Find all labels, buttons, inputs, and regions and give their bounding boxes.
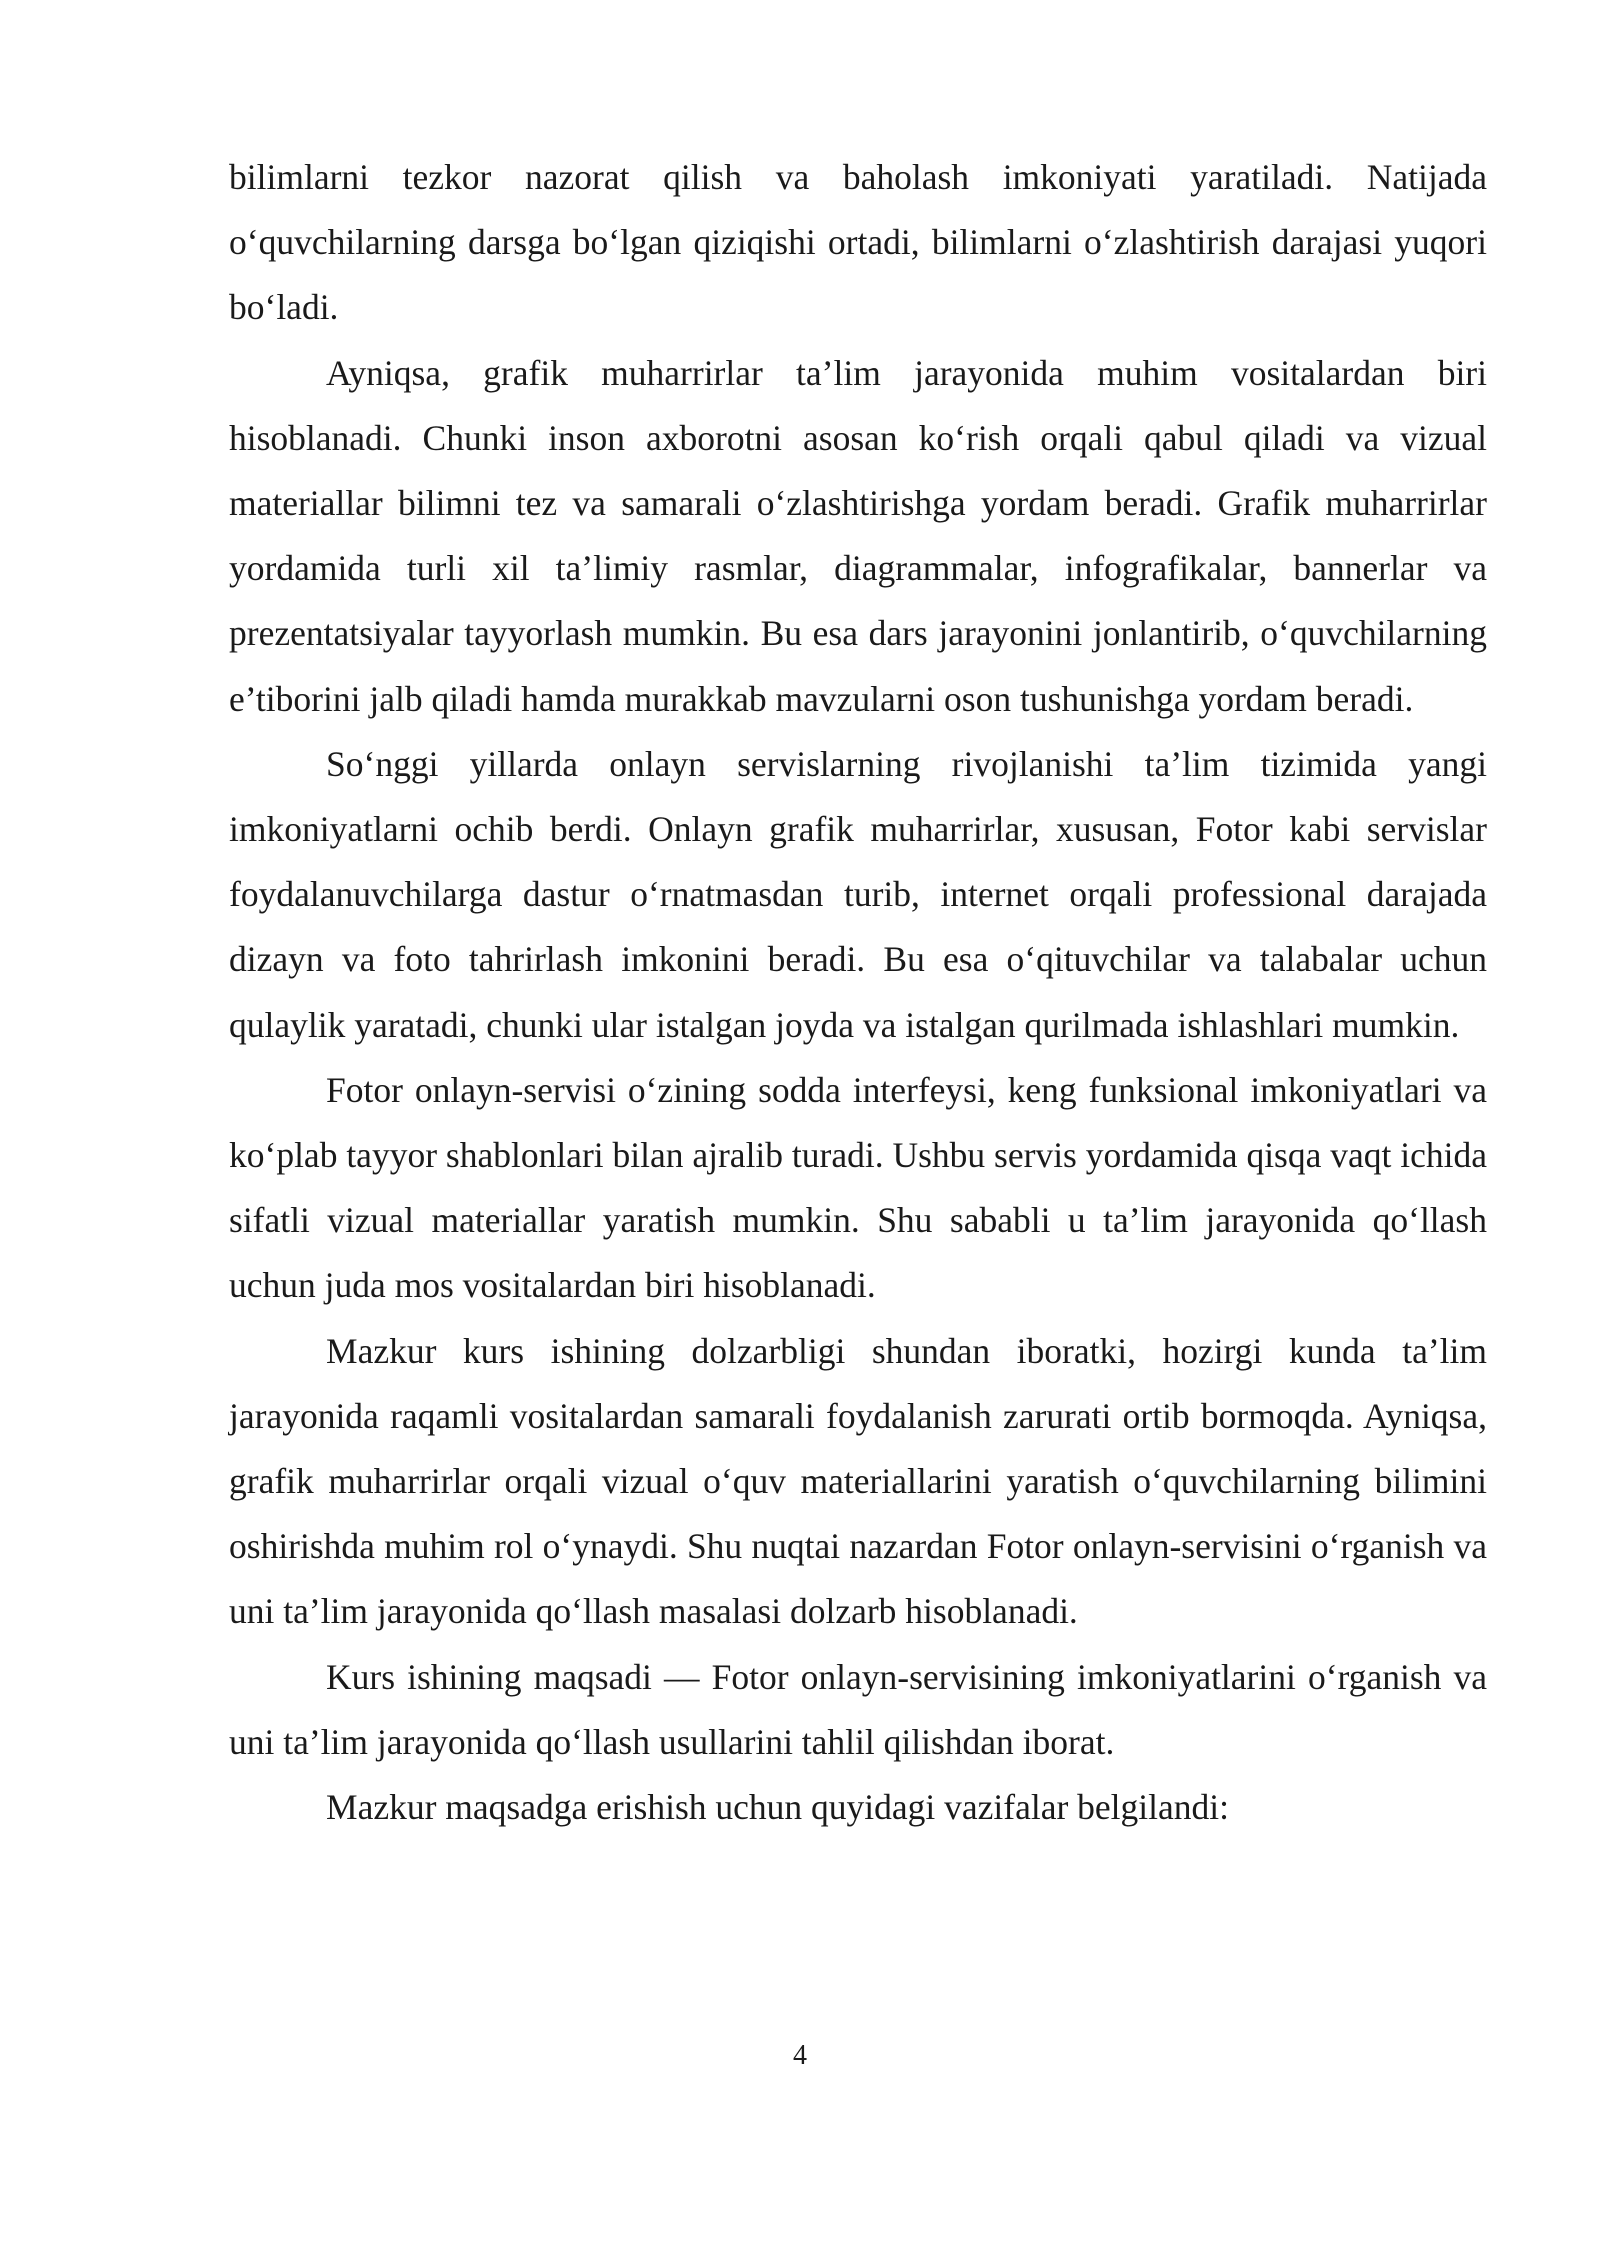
paragraph-6: Kurs ishining maqsadi — Fotor onlayn-servisining imkoniyatlarini o‘rganish va uni ta’lim jarayonida qo‘llash usullarini tahlil qilishdan iborat. xyxy=(229,1656,1487,1762)
paragraph-3: So‘nggi yillarda onlayn servislarning rivojlanishi ta’lim tizimida yangi imkoniyatlarni ochib berdi. Onlayn grafik muharrirlar, xususan, Fotor kabi servislar foydalanuvchilarga dastur o‘rnatmasdan turib, internet orqali professional darajada dizayn va foto tahrirlash imkonini beradi. Bu esa o‘qituvchilar va talabalar uchun qulaylik yaratadi, chunki ular istalgan joyda va istalgan qurilmada ishlashlari mumkin. xyxy=(229,743,1487,1045)
paragraph-1: bilimlarni tezkor nazorat qilish va baholash imkoniyati yaratiladi. Natijada o‘quvchilarning darsga bo‘lgan qiziqishi ortadi, bilimlarni o‘zlashtirish darajasi yuqori bo‘ladi. xyxy=(229,157,1487,328)
paragraph-4: Fotor onlayn-servisi o‘zining sodda interfeysi, keng funksional imkoniyatlari va ko‘plab tayyor shablonlari bilan ajralib turadi. Ushbu servis yordamida qisqa vaqt ichida sifatli vizual materiallar yaratish mumkin. Shu sababli u ta’lim jarayonida qo‘llash uchun juda mos vositalardan biri hisoblanadi. xyxy=(229,1069,1487,1306)
paragraph-2: Ayniqsa, grafik muharrirlar ta’lim jarayonida muhim vositalardan biri hisoblanadi. Chunki inson axborotni asosan ko‘rish orqali qabul qiladi va vizual materiallar bilimni tez va samarali o‘zlashtirishga yordam beradi. Grafik muharrirlar yordamida turli xil ta’limiy rasmlar, diagrammalar, infografikalar, bannerlar va prezentatsiyalar tayyorlash mumkin. Bu esa dars jarayonini jonlantirib, o‘quvchilarning e’tiborini jalb qiladi hamda murakkab mavzularni oson tushunishga yordam beradi. xyxy=(229,352,1487,719)
paragraph-5: Mazkur kurs ishining dolzarbligi shundan iboratki, hozirgi kunda ta’lim jarayonida raqamli vositalardan samarali foydalanish zarurati ortib bormoqda. Ayniqsa, grafik muharrirlar orqali vizual o‘quv materiallarini yaratish o‘quvchilarning bilimini oshirishda muhim rol o‘ynaydi. Shu nuqtai nazardan Fotor onlayn-servisini o‘rganish va uni ta’lim jarayonida qo‘llash masalasi dolzarb hisoblanadi. xyxy=(229,1330,1487,1632)
page-number: 4 xyxy=(793,2040,807,2071)
paragraph-7: Mazkur maqsadga erishish uchun quyidagi vazifalar belgilandi: xyxy=(326,1787,1229,1828)
body-text xyxy=(229,145,1487,1840)
